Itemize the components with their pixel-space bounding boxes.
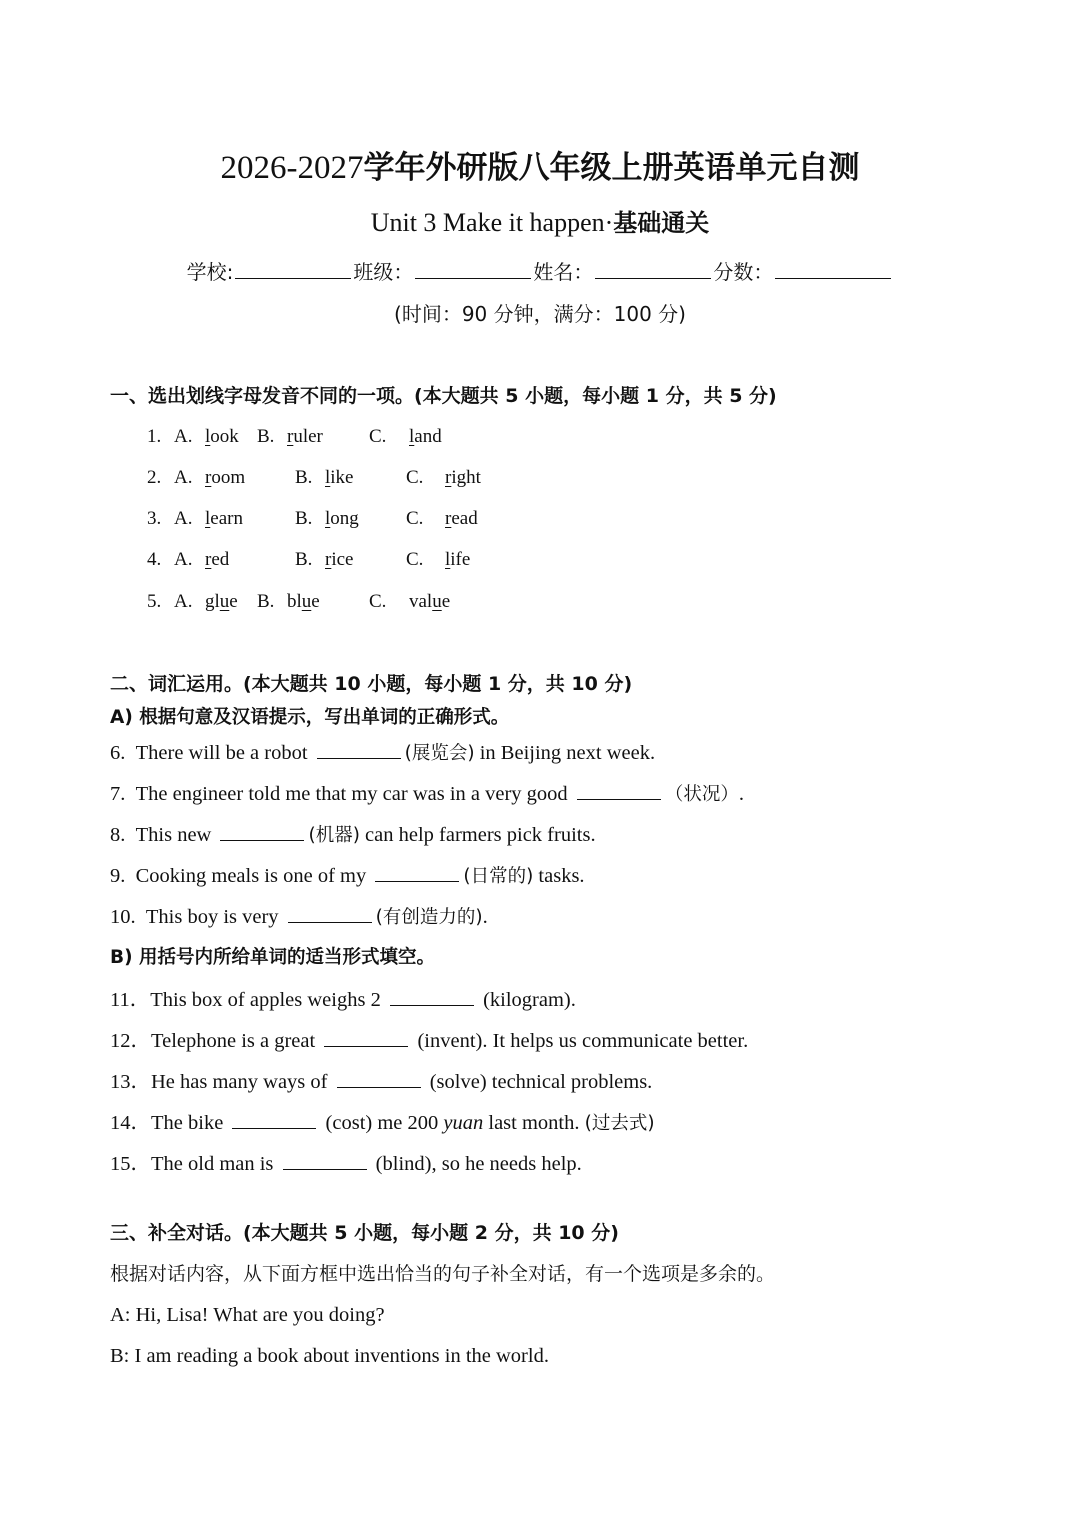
fill-in-item: [110, 738, 655, 769]
option-word: rice: [325, 549, 354, 570]
section1-heading: 一、选出划线字母发音不同的一项。(本大题共 5 小题，每小题 1 分，共 5 分): [110, 385, 777, 407]
option-label: C.: [369, 591, 387, 612]
option-word: look: [205, 426, 239, 447]
section3-heading: 三、补全对话。(本大题共 5 小题，每小题 2 分，共 10 分): [110, 1222, 619, 1244]
option-label: A.: [174, 591, 193, 612]
class-blank[interactable]: [415, 258, 531, 279]
fill-in-item: [110, 779, 744, 810]
option-label: B.: [295, 508, 313, 529]
answer-blank[interactable]: [232, 1110, 316, 1129]
item-text: 15．The old man is: [110, 1153, 279, 1175]
item-text: 14．The bike: [110, 1112, 229, 1134]
item-text: 12．Telephone is a great: [110, 1030, 321, 1052]
item-text: .: [738, 783, 744, 805]
option-word: read: [445, 508, 478, 529]
answer-blank[interactable]: [390, 987, 474, 1006]
option-label: A.: [174, 549, 193, 570]
item-text: 10. This boy is very: [110, 906, 284, 928]
italic-word: yuan: [443, 1112, 484, 1134]
class-label: 班级：: [353, 260, 414, 284]
section2-part-b: B) 用括号内所给单词的适当形式填空。: [110, 947, 435, 968]
option-label: C.: [406, 549, 424, 570]
school-label: 学校:: [186, 260, 234, 284]
section2-heading: 二、词汇运用。(本大题共 10 小题，每小题 1 分，共 10 分): [110, 673, 633, 695]
subtitle-unit: Unit 3 Make it happen·: [370, 208, 614, 237]
item-text: (kilogram).: [477, 989, 576, 1011]
item-text: (cost) me 200: [320, 1112, 444, 1134]
item-text: (blind), so he needs help.: [370, 1153, 582, 1175]
question-number: 2.: [147, 467, 162, 488]
dialogue-line: B: I am reading a book about inventions in the world.: [110, 1345, 549, 1367]
option-word: long: [325, 508, 359, 529]
option-word: land: [409, 426, 442, 447]
hint-text: (日常的): [463, 866, 534, 887]
fill-in-item: [110, 1067, 652, 1097]
option-word: room: [205, 467, 246, 488]
option-label: C.: [406, 467, 424, 488]
option-label: B.: [257, 591, 275, 612]
option-label: B.: [295, 467, 313, 488]
option-label: A.: [174, 426, 193, 447]
title-text: 学年外研版八年级上册英语单元自测: [363, 150, 860, 186]
answer-blank[interactable]: [220, 822, 304, 841]
question-number: 4.: [147, 549, 162, 570]
hint-text: (有创造力的): [375, 907, 483, 928]
question-number: 5.: [147, 591, 162, 612]
option-label: A.: [174, 467, 193, 488]
question-number: 1.: [147, 426, 162, 447]
answer-blank[interactable]: [283, 1151, 367, 1170]
option-word: life: [445, 549, 471, 570]
time-info: (时间：90 分钟，满分：100 分): [394, 302, 686, 326]
section3-instruction: 根据对话内容，从下面方框中选出恰当的句子补全对话，有一个选项是多余的。: [110, 1263, 776, 1285]
fill-in-item: [110, 1108, 655, 1139]
option-label: B.: [257, 426, 275, 447]
title-year: 2026-2027: [220, 150, 364, 186]
name-blank[interactable]: [595, 258, 711, 279]
item-text: 9. Cooking meals is one of my: [110, 865, 372, 887]
hint-text: (机器): [308, 825, 360, 846]
item-text: (solve) technical problems.: [424, 1071, 653, 1093]
item-text: in Beijing next week.: [474, 742, 656, 764]
fill-in-item: [110, 820, 596, 851]
hint-text: （状况）: [664, 784, 739, 805]
item-text: 6. There will be a robot: [110, 742, 313, 764]
score-blank[interactable]: [775, 258, 891, 279]
name-label: 姓名：: [533, 260, 594, 284]
item-text: tasks.: [533, 865, 585, 887]
fill-in-item: [110, 985, 576, 1015]
item-text: (invent). It helps us communicate better.: [412, 1030, 749, 1052]
hint-text: (过去式): [584, 1113, 655, 1134]
question-number: 3.: [147, 508, 162, 529]
item-text: 7. The engineer told me that my car was in a very good: [110, 783, 573, 805]
item-text: 11．This box of apples weighs 2: [110, 989, 386, 1011]
info-line: [0, 255, 1080, 289]
hint-text: (展览会): [404, 743, 475, 764]
answer-blank[interactable]: [288, 904, 372, 923]
answer-blank[interactable]: [324, 1028, 408, 1047]
option-label: B.: [295, 549, 313, 570]
fill-in-item: [110, 902, 488, 933]
section2-part-a: A) 根据句意及汉语提示，写出单词的正确形式。: [110, 707, 510, 728]
option-label: C.: [406, 508, 424, 529]
school-blank[interactable]: [235, 258, 351, 279]
option-word: value: [409, 591, 451, 612]
answer-blank[interactable]: [375, 863, 459, 882]
fill-in-item: [110, 1026, 748, 1056]
item-text: .: [482, 906, 488, 928]
option-word: ruler: [287, 426, 323, 447]
item-text: last month.: [483, 1112, 585, 1134]
item-text: 13．He has many ways of: [110, 1071, 333, 1093]
subtitle-label: 基础通关: [613, 209, 710, 237]
option-word: learn: [205, 508, 243, 529]
fill-in-item: [110, 1149, 582, 1179]
option-word: like: [325, 467, 354, 488]
option-word: red: [205, 549, 230, 570]
item-text: 8. This new: [110, 824, 217, 846]
answer-blank[interactable]: [577, 781, 661, 800]
page-title: [0, 146, 1080, 190]
option-word: blue: [287, 591, 320, 612]
dialogue-line: A: Hi, Lisa! What are you doing?: [110, 1304, 385, 1326]
answer-blank[interactable]: [317, 740, 401, 759]
fill-in-item: [110, 861, 585, 892]
score-label: 分数：: [713, 260, 774, 284]
page-subtitle: [0, 204, 1080, 242]
item-text: can help farmers pick fruits.: [359, 824, 596, 846]
option-word: glue: [205, 591, 238, 612]
option-word: right: [445, 467, 481, 488]
option-label: A.: [174, 508, 193, 529]
option-label: C.: [369, 426, 387, 447]
answer-blank[interactable]: [337, 1069, 421, 1088]
